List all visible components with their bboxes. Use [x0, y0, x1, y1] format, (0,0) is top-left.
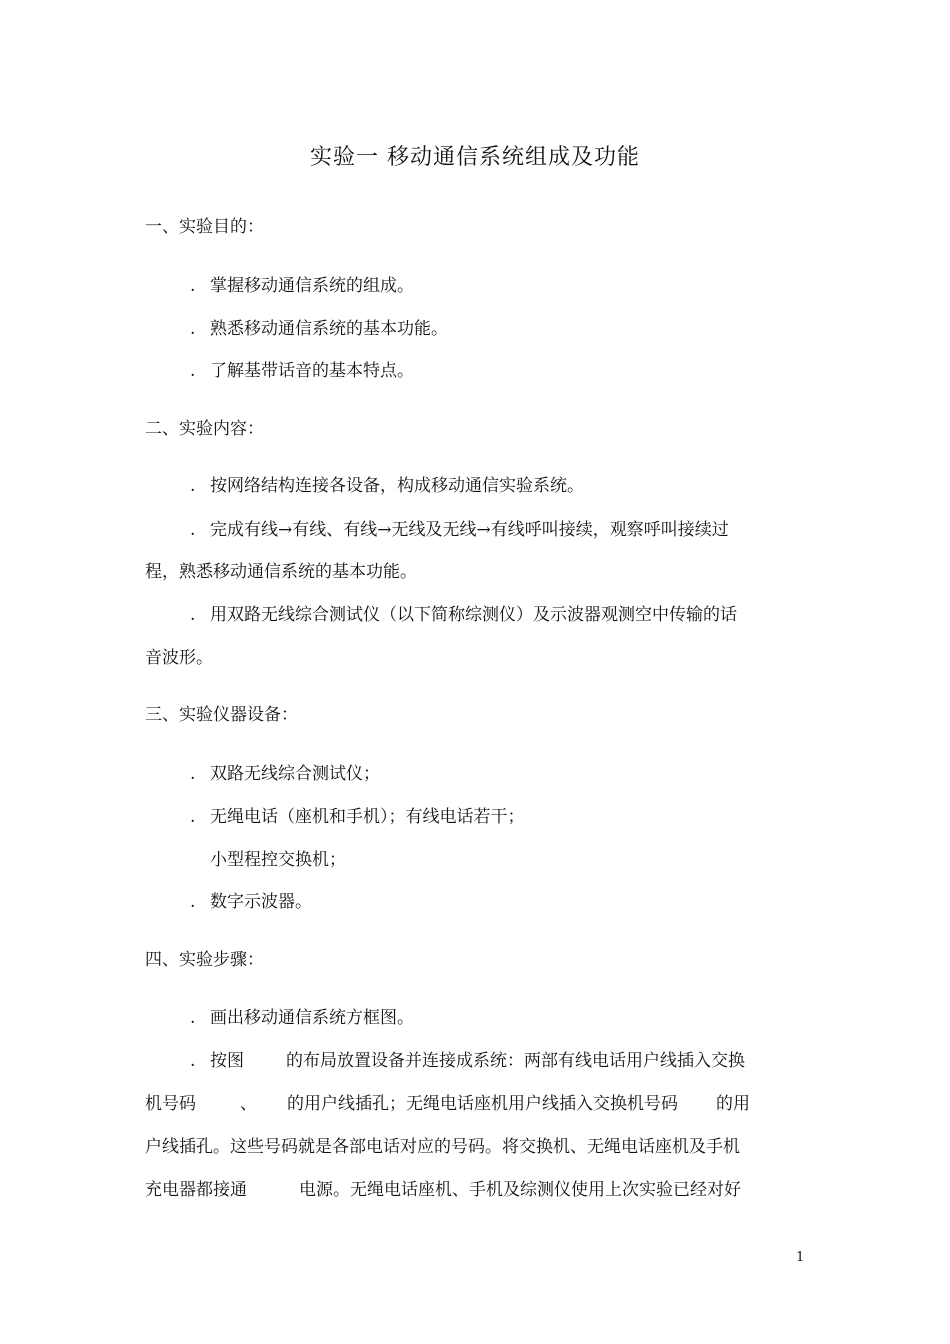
bullet: .: [190, 605, 196, 625]
list-item: [190, 802, 525, 827]
bullet: .: [190, 1051, 196, 1071]
bullet: .: [190, 361, 196, 381]
list-item-text: 用双路无线综合测试仪（以下简称综测仪）及示波器观测空中传输的话: [210, 605, 737, 625]
bullet: .: [190, 520, 196, 540]
list-item-text: 小型程控交换机；: [210, 850, 346, 870]
text-run: 的用: [716, 1094, 750, 1114]
list-item-text: 无绳电话（座机和手机）；有线电话若干；: [210, 807, 525, 827]
bullet: .: [190, 764, 196, 784]
list-item-text: 熟悉移动通信系统的基本功能。: [210, 319, 448, 339]
text-run: 、: [240, 1094, 257, 1114]
paragraph-line: 户线插孔。这些号码就是各部电话对应的号码。将交换机、无绳电话座机及手机: [145, 1137, 740, 1157]
list-item-text: 双路无线综合测试仪；: [210, 764, 380, 784]
bullet: .: [190, 276, 196, 296]
bullet: .: [190, 319, 196, 339]
list-item-text: 画出移动通信系统方框图。: [210, 1008, 414, 1028]
list-item-text: 了解基带话音的基本特点。: [210, 361, 414, 381]
text-run: 的用户线插孔；无绳电话座机用户线插入交换机号码: [287, 1094, 678, 1114]
section-heading-objectives: 一、实验目的：: [145, 217, 264, 237]
list-item: [190, 887, 312, 912]
text-run: 机号码: [145, 1094, 196, 1114]
paragraph-line: 音波形。: [145, 648, 213, 668]
section-heading-equipment: 三、实验仪器设备：: [145, 705, 298, 725]
list-item-text: 完成有线→有线、有线→无线及无线→有线呼叫接续，观察呼叫接续过: [210, 520, 729, 540]
text-run: 电源。无绳电话座机、手机及综测仪使用上次实验已经对好: [299, 1180, 741, 1200]
bullet: .: [190, 476, 196, 496]
page-number: 1: [796, 1250, 805, 1265]
page-title: 实验一 移动通信系统组成及功能: [310, 145, 640, 170]
list-item-text: 数字示波器。: [210, 892, 312, 912]
bullet: .: [190, 892, 196, 912]
list-item: [190, 314, 448, 339]
list-item: [190, 1046, 745, 1071]
bullet: .: [190, 1008, 196, 1028]
paragraph-line: [145, 1175, 807, 1200]
list-item: [190, 515, 729, 540]
text-run: 充电器都接通: [145, 1180, 247, 1200]
section-heading-contents: 二、实验内容：: [145, 419, 264, 439]
bullet: .: [190, 807, 196, 827]
list-item-text: 按图: [210, 1051, 244, 1071]
list-item: [190, 1003, 414, 1028]
section-heading-steps: 四、实验步骤：: [145, 950, 264, 970]
list-item-text: 掌握移动通信系统的组成。: [210, 276, 414, 296]
list-item: [190, 600, 737, 625]
list-item: [190, 759, 380, 784]
list-item-text: 的布局放置设备并连接成系统：两部有线电话用户线插入交换: [286, 1051, 745, 1071]
list-item: [190, 271, 414, 296]
paragraph-line: 程，熟悉移动通信系统的基本功能。: [145, 562, 417, 582]
paragraph-line: [145, 1089, 807, 1114]
list-item: [190, 356, 414, 381]
list-item: [190, 471, 584, 496]
list-item-text: 按网络结构连接各设备，构成移动通信实验系统。: [210, 476, 584, 496]
